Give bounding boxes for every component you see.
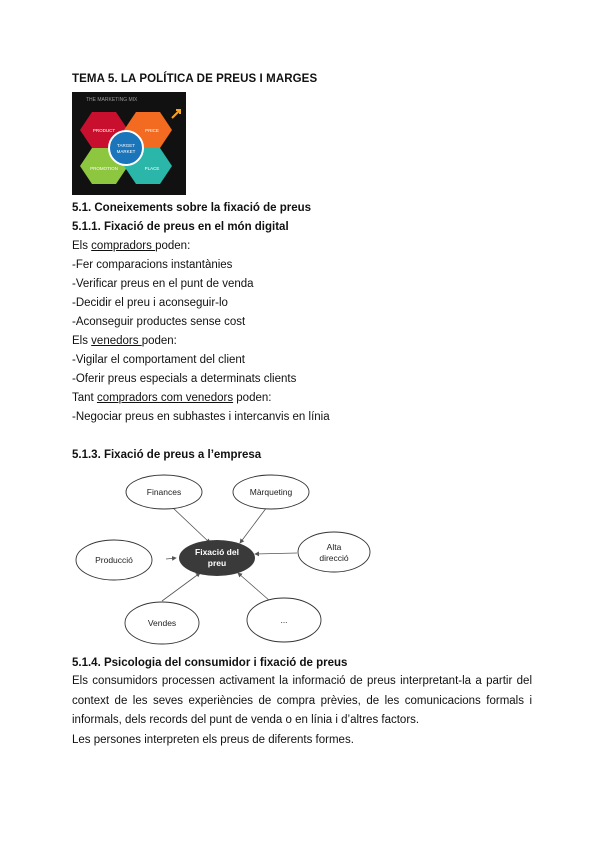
connector-marqueting xyxy=(240,507,267,543)
finances-label: Finances xyxy=(146,487,182,497)
buyers-intro xyxy=(72,240,190,252)
mix-header: THE MARKETING MIX xyxy=(86,97,138,103)
product-label: PRODUCT xyxy=(92,128,116,133)
price-label: PRICE xyxy=(145,128,159,133)
sellers-word: venedors xyxy=(91,335,142,347)
center-label-1: Fixació del xyxy=(195,547,239,557)
list-item: -Aconseguir productes sense cost xyxy=(72,316,246,328)
connector-vendes xyxy=(162,573,200,601)
both-intro-prefix: Tant xyxy=(72,392,97,404)
marqueting-label: Màrqueting xyxy=(249,487,293,497)
section-5-1-heading: 5.1. Coneixements sobre la fixació de preus xyxy=(72,202,312,214)
paragraph-line: informals, dels records del punt de venda o en línia i d’altres factors. xyxy=(72,714,420,726)
connector-finances xyxy=(172,507,210,543)
list-item: -Oferir preus especials a determinats clients xyxy=(72,373,297,385)
buyers-word: compradors xyxy=(91,240,156,252)
list-item: -Negociar preus en subhastes i intercanvis en línia xyxy=(72,411,330,423)
price-setting-diagram xyxy=(72,470,392,650)
list-item: -Vigilar el comportament del client xyxy=(72,354,246,366)
list-item: -Fer comparacions instantànies xyxy=(72,259,233,271)
section-5-1-1-heading: 5.1.1. Fixació de preus en el món digital xyxy=(72,221,289,233)
page-title: TEMA 5. LA POLÍTICA DE PREUS I MARGES xyxy=(72,73,318,85)
target-label-1: TARGET xyxy=(117,143,135,148)
promotion-label: PROMOTION xyxy=(90,166,118,171)
connector-other xyxy=(238,573,270,601)
both-intro-suffix: poden: xyxy=(233,392,272,404)
marketing-mix-image xyxy=(72,92,186,195)
paragraph-line: Els consumidors processen activament la informació de preus interpretant-la a partir del xyxy=(72,675,532,687)
paragraph-line: context de les seves experiències de compra prèvies, de les comunicacions formals i xyxy=(72,694,532,707)
sellers-intro-suffix: poden: xyxy=(141,335,177,347)
vendes-label: Vendes xyxy=(147,618,177,628)
connector-produccio xyxy=(166,558,176,559)
sellers-intro-prefix: Els xyxy=(72,335,92,347)
connector-alta-direccio xyxy=(255,553,297,554)
diagram-graphic xyxy=(72,470,392,650)
list-item: -Verificar preus en el punt de venda xyxy=(72,278,254,290)
alta-direccio-node xyxy=(298,532,370,572)
psychology-paragraph xyxy=(72,672,532,750)
section-5-1-3-heading: 5.1.3. Fixació de preus a l’empresa xyxy=(72,449,262,461)
alta-direccio-label-1: Alta xyxy=(326,542,342,552)
both-intro xyxy=(72,392,271,404)
marketing-mix-graphic xyxy=(72,92,186,195)
produccio-label: Producció xyxy=(95,555,133,565)
center-label-2: preu xyxy=(207,558,227,568)
list-item: -Decidir el preu i aconseguir-lo xyxy=(72,297,228,309)
other-label: ... xyxy=(280,615,288,625)
both-word: compradors com venedors xyxy=(96,392,234,404)
target-label-2: MARKET xyxy=(116,149,136,154)
alta-direccio-label-2: direcció xyxy=(319,553,349,563)
sellers-intro xyxy=(72,335,177,347)
place-label: PLACE xyxy=(144,166,160,171)
section-5-1-4-heading: 5.1.4. Psicologia del consumidor i fixació de preus xyxy=(72,657,348,669)
buyers-intro-suffix: poden: xyxy=(155,240,191,252)
paragraph-line: Les persones interpreten els preus de diferents formes. xyxy=(72,733,354,746)
target-market-circle xyxy=(109,131,143,165)
buyers-intro-prefix: Els xyxy=(72,240,92,252)
